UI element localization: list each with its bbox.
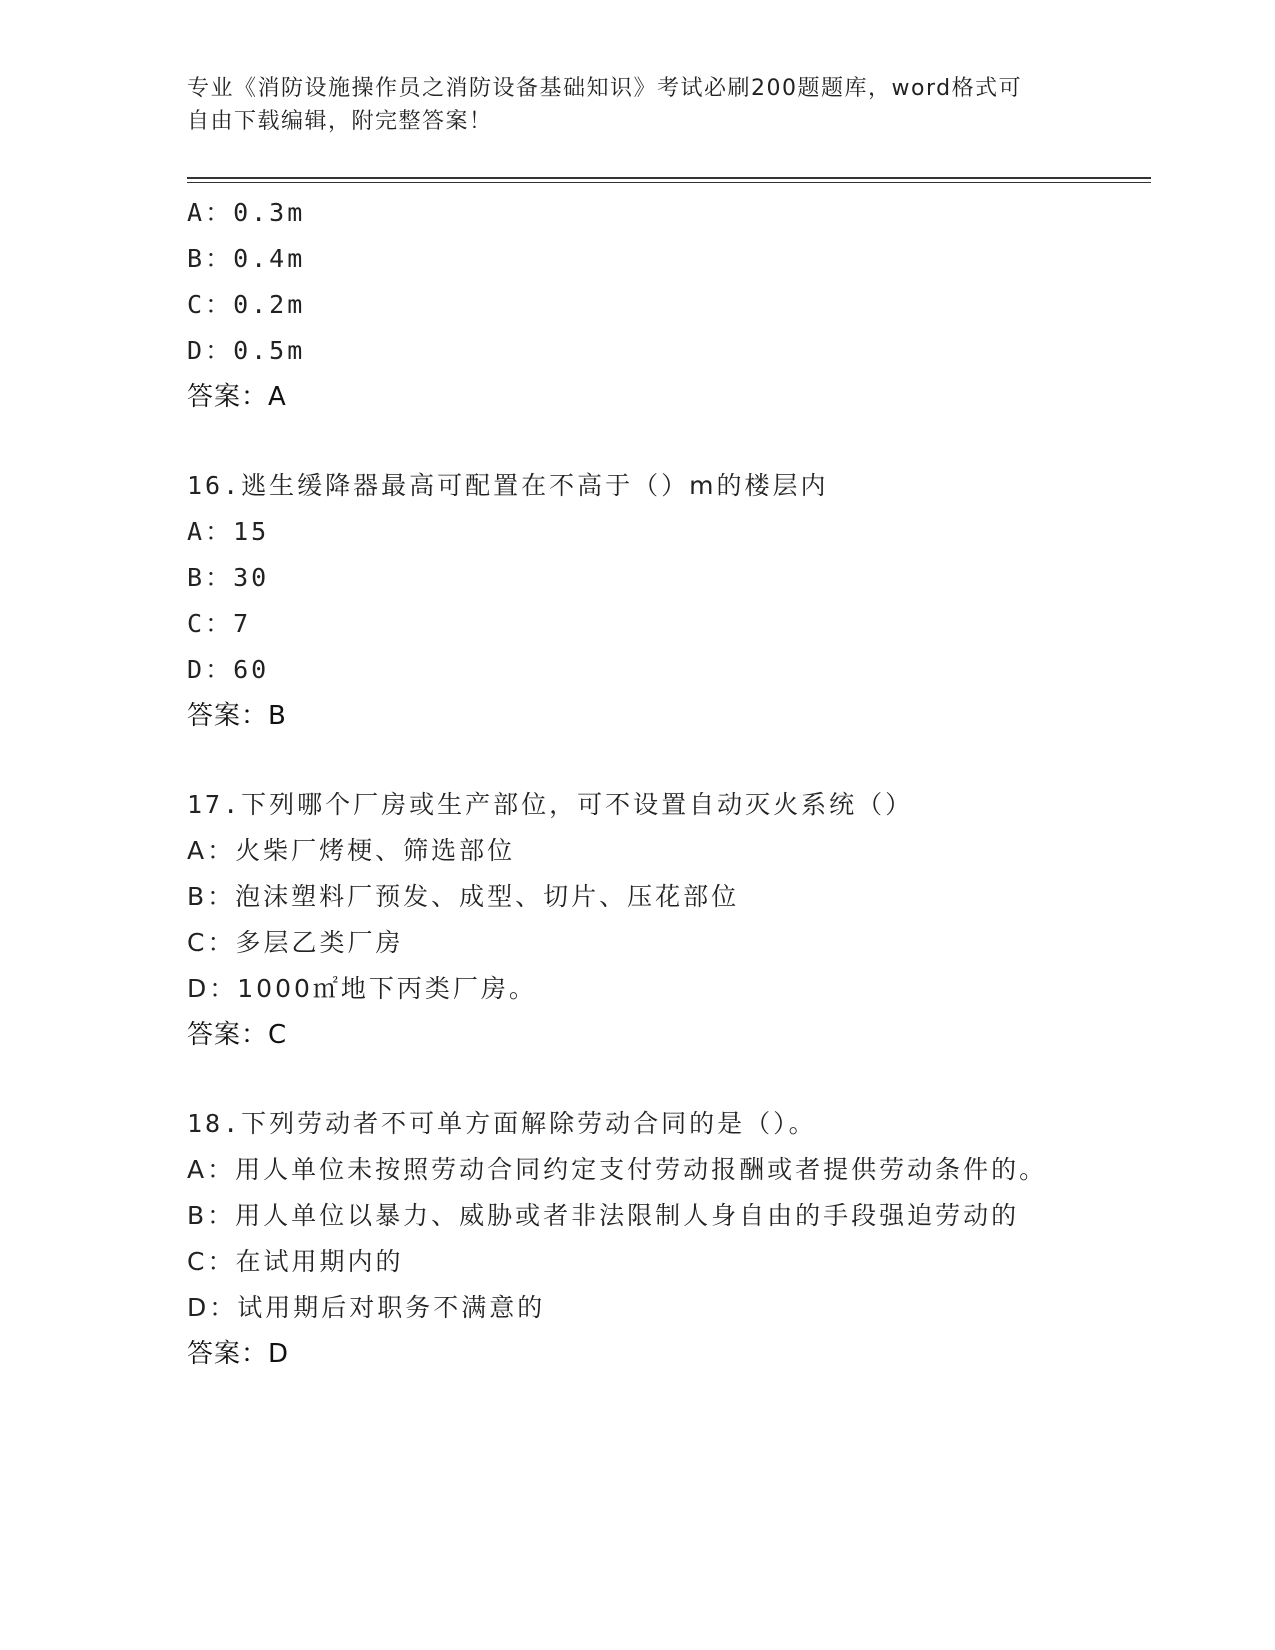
option-b xyxy=(187,874,1127,920)
option-text: 0.4m xyxy=(233,244,306,273)
option-d xyxy=(187,647,1127,693)
question-number: 18. xyxy=(187,1109,242,1138)
spacer xyxy=(187,420,1127,463)
answer-line: 答案：D xyxy=(187,1339,290,1369)
answer-line: 答案：B xyxy=(187,701,287,731)
answer-line: 答案：A xyxy=(187,382,287,412)
question-text: 下列哪个厂房或生产部位，可不设置自动灭火系统（） xyxy=(241,790,914,819)
option-separator: ： xyxy=(207,1155,236,1184)
option-a xyxy=(187,828,1127,874)
option-text: 15 xyxy=(233,517,270,546)
option-separator: ： xyxy=(207,1247,236,1276)
option-label: A xyxy=(187,1155,208,1184)
option-label: D xyxy=(187,1293,210,1322)
option-d xyxy=(187,966,1127,1012)
option-d xyxy=(187,1285,1127,1331)
option-label: B xyxy=(187,244,206,273)
option-separator: ： xyxy=(209,974,238,1003)
option-label: C xyxy=(187,290,206,319)
option-text: 用人单位未按照劳动合同约定支付劳动报酬或者提供劳动条件的。 xyxy=(235,1155,1048,1184)
option-separator: ： xyxy=(205,290,234,319)
option-separator: ： xyxy=(207,928,236,957)
question-number: 16. xyxy=(187,471,242,500)
option-a xyxy=(187,190,1127,236)
header-title-line-2: 自由下载编辑，附完整答案！ xyxy=(187,109,493,134)
option-label: B xyxy=(187,563,206,592)
previous-question-block xyxy=(187,190,1127,420)
option-label: D xyxy=(187,974,210,1003)
option-c xyxy=(187,601,1127,647)
option-b xyxy=(187,236,1127,282)
option-text: 泡沫塑料厂预发、成型、切片、压花部位 xyxy=(235,882,740,911)
option-text: 0.2m xyxy=(233,290,306,319)
option-separator: ： xyxy=(205,655,234,684)
option-separator: ： xyxy=(209,1293,238,1322)
option-separator: ： xyxy=(207,1201,236,1230)
option-separator: ： xyxy=(205,336,234,365)
question-stem xyxy=(187,463,1127,509)
option-d xyxy=(187,328,1127,374)
answer-line: 答案：C xyxy=(187,1020,288,1050)
header-title-line-1: 专业《消防设施操作员之消防设备基础知识》考试必刷200题题库，word格式可 xyxy=(187,76,1023,101)
option-label: C xyxy=(187,1247,208,1276)
option-a xyxy=(187,509,1127,555)
option-c xyxy=(187,1239,1127,1285)
option-separator: ： xyxy=(205,244,234,273)
option-text: 试用期后对职务不满意的 xyxy=(237,1293,546,1322)
header-divider-thin xyxy=(187,182,1151,183)
option-label: C xyxy=(187,928,208,957)
spacer xyxy=(187,739,1127,782)
option-separator: ： xyxy=(205,198,234,227)
option-text: 30 xyxy=(233,563,270,592)
option-separator: ： xyxy=(205,517,234,546)
option-b xyxy=(187,555,1127,601)
header-divider-thick xyxy=(187,177,1151,179)
option-label: A xyxy=(187,198,206,227)
option-b xyxy=(187,1193,1127,1239)
option-c xyxy=(187,920,1127,966)
document-header xyxy=(187,72,1067,138)
option-text: 用人单位以暴力、威胁或者非法限制人身自由的手段强迫劳动的 xyxy=(235,1201,1020,1230)
spacer xyxy=(187,1058,1127,1101)
option-label: A xyxy=(187,517,206,546)
option-separator: ： xyxy=(205,609,234,638)
option-separator: ： xyxy=(207,882,236,911)
option-a xyxy=(187,1147,1127,1193)
option-text: 60 xyxy=(233,655,270,684)
option-separator: ： xyxy=(207,836,236,865)
option-c xyxy=(187,282,1127,328)
option-text: 多层乙类厂房 xyxy=(235,928,404,957)
option-label: B xyxy=(187,1201,208,1230)
option-label: D xyxy=(187,655,206,684)
question-content xyxy=(187,190,1127,1377)
question-text: 逃生缓降器最高可配置在不高于（）m的楼层内 xyxy=(241,471,829,500)
option-label: D xyxy=(187,336,206,365)
option-text: 0.3m xyxy=(233,198,306,227)
option-text: 1000㎡地下丙类厂房。 xyxy=(237,974,537,1003)
option-text: 7 xyxy=(233,609,252,638)
option-label: A xyxy=(187,836,208,865)
question-text: 下列劳动者不可单方面解除劳动合同的是（）。 xyxy=(241,1109,817,1138)
option-text: 0.5m xyxy=(233,336,306,365)
question-17 xyxy=(187,782,1127,1058)
question-number: 17. xyxy=(187,790,242,819)
question-stem xyxy=(187,782,1127,828)
option-label: B xyxy=(187,882,208,911)
question-18 xyxy=(187,1101,1127,1377)
option-separator: ： xyxy=(205,563,234,592)
question-16 xyxy=(187,463,1127,739)
question-stem xyxy=(187,1101,1127,1147)
option-text: 在试用期内的 xyxy=(235,1247,404,1276)
option-text: 火柴厂烤梗、筛选部位 xyxy=(235,836,516,865)
option-label: C xyxy=(187,609,206,638)
